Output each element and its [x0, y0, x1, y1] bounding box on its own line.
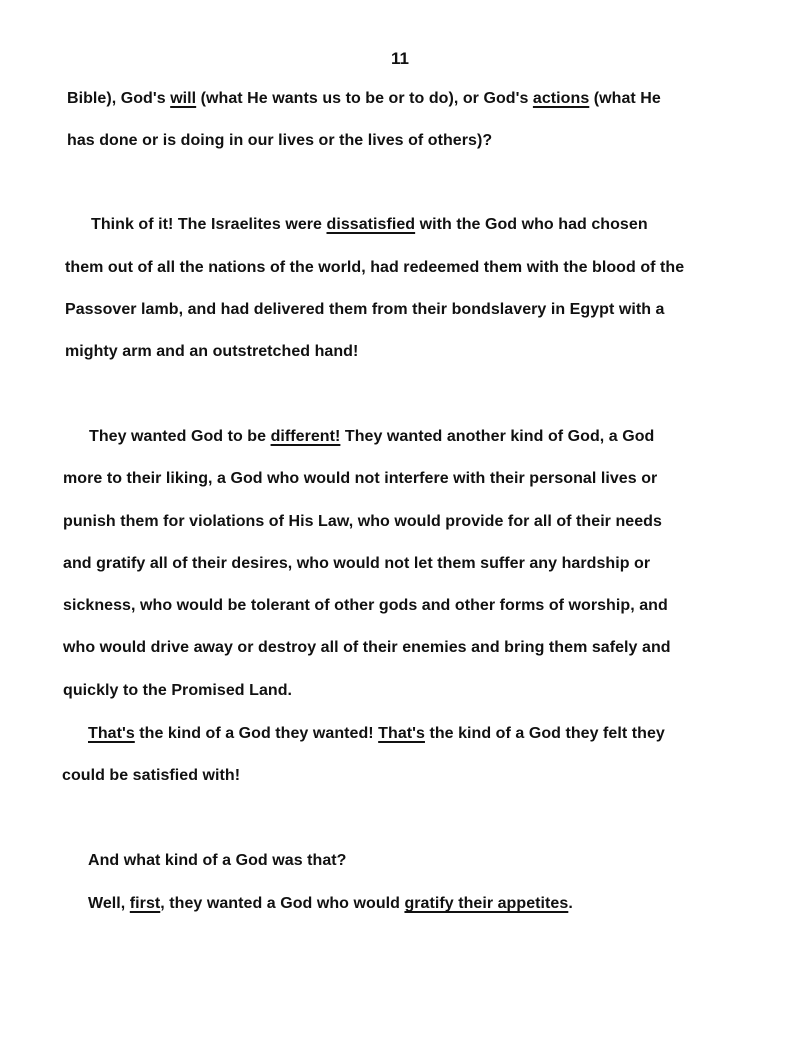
text-line: Passover lamb, and had delivered them from their bondslavery in Egypt with a — [65, 301, 665, 318]
underlined-emphasis: That's — [88, 725, 135, 742]
text-line: Bible), God's will (what He wants us to be or to do), or God's actions (what He — [67, 90, 661, 107]
text-line: And what kind of a God was that? — [88, 852, 347, 869]
underlined-emphasis: will — [170, 90, 197, 107]
text-line: Well, first, they wanted a God who would gratify their appetites. — [88, 895, 573, 912]
text-line: That's the kind of a God they wanted! That's the kind of a God they felt they — [88, 725, 665, 742]
text-line: has done or is doing in our lives or the lives of others)? — [67, 132, 493, 149]
text-line: who would drive away or destroy all of their enemies and bring them safely and — [63, 639, 671, 656]
text-line: Think of it! The Israelites were dissatisfied with the God who had chosen — [91, 216, 648, 233]
page-number: 11 — [390, 49, 410, 68]
underlined-emphasis: dissatisfied — [326, 216, 416, 233]
text-line: could be satisfied with! — [62, 767, 241, 784]
text-line: and gratify all of their desires, who would not let them suffer any hardship or — [63, 555, 651, 572]
underlined-emphasis: different! — [270, 428, 341, 445]
underlined-emphasis: first — [129, 895, 161, 912]
text-line: sickness, who would be tolerant of other gods and other forms of worship, and — [63, 597, 668, 614]
underlined-emphasis: actions — [532, 90, 590, 107]
underlined-emphasis: That's — [378, 725, 425, 742]
underlined-emphasis: gratify their appetites — [404, 895, 569, 912]
text-line: punish them for violations of His Law, who would provide for all of their needs — [63, 513, 662, 530]
text-line: mighty arm and an outstretched hand! — [65, 343, 359, 360]
text-line: them out of all the nations of the world, had redeemed them with the blood of the — [65, 259, 685, 276]
text-line: quickly to the Promised Land. — [63, 682, 293, 699]
text-line: more to their liking, a God who would not interfere with their personal lives or — [63, 470, 658, 487]
text-line: They wanted God to be different! They wanted another kind of God, a God — [89, 428, 655, 445]
